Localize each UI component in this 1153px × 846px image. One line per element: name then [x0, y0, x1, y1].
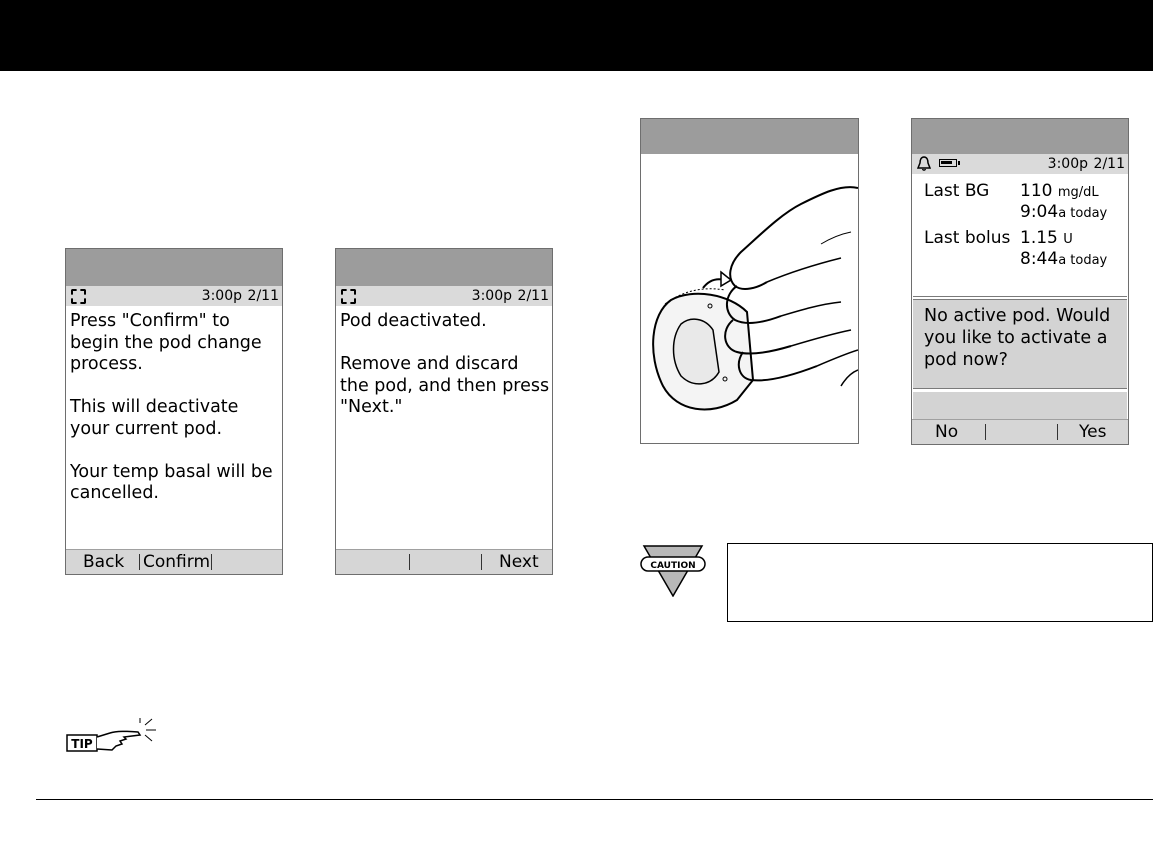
no-softkey[interactable]: No: [935, 422, 959, 442]
bell-icon: [917, 156, 931, 171]
last-bolus-time-line: [1020, 249, 1107, 269]
last-bg-time-suffix: a today: [1058, 206, 1108, 221]
last-bolus-value-line: [1020, 228, 1073, 248]
no-active-pod-message: No active pod. Would you like to activate a pod now?: [913, 299, 1127, 389]
status-bar: [66, 286, 282, 306]
confirm-softkey[interactable]: Confirm: [143, 552, 211, 572]
status-bar: [336, 286, 552, 306]
status-time: 3:00p: [201, 288, 242, 304]
screen-message: [340, 311, 550, 440]
last-bolus-time: 8:44: [1020, 249, 1059, 269]
footer-rule: [36, 799, 1153, 800]
softkey-divider: [1057, 424, 1058, 440]
pdm-screen-deactivated: [335, 248, 553, 575]
last-bolus-time-suffix: a today: [1058, 253, 1108, 268]
softkey-divider: [985, 424, 986, 440]
message-line: Remove and discard the pod, and then press "Next.": [340, 354, 550, 417]
softkey-divider: [481, 554, 482, 570]
caution-text-box: [727, 543, 1153, 622]
page-header-band: [0, 0, 1153, 71]
pdm-screen-home-no-pod: [911, 118, 1129, 445]
last-bg-value-line: [1020, 181, 1099, 201]
status-bar: [912, 154, 1128, 174]
status-date: 2/11: [517, 288, 549, 304]
status-date: 2/11: [247, 288, 279, 304]
screen-message: [70, 311, 280, 526]
back-softkey[interactable]: Back: [83, 552, 125, 572]
screen-title-bar: [66, 249, 282, 286]
caution-label: CAUTION: [650, 561, 696, 571]
pod-removal-illustration-panel: [640, 118, 859, 444]
softkey-bar: [336, 549, 552, 574]
pdm-screen-confirm: [65, 248, 283, 575]
message-line: Your temp basal will be cancelled.: [70, 461, 273, 503]
message-line: Press "Confirm" to begin the pod change process.: [70, 311, 262, 374]
message-line: This will deactivate your current pod.: [70, 397, 239, 439]
screen-title-bar: [336, 249, 552, 286]
last-bg-label: Last BG: [924, 181, 990, 201]
last-bg-time-line: [1020, 202, 1107, 222]
pod-icon: [341, 289, 356, 304]
hand-removing-pod-illustration: [641, 154, 858, 443]
tip-label: TIP: [71, 737, 93, 751]
softkey-bar: [912, 419, 1128, 444]
screen-title-bar: [912, 119, 1128, 154]
softkey-divider: [211, 554, 212, 570]
last-bg-time: 9:04: [1020, 202, 1059, 222]
battery-icon: [939, 159, 957, 167]
screen-title-bar: [641, 119, 858, 154]
status-date: 2/11: [1093, 156, 1125, 172]
empty-status-strip: [913, 392, 1127, 420]
next-softkey[interactable]: Next: [499, 552, 539, 572]
softkey-divider: [409, 554, 410, 570]
softkey-bar: [66, 549, 282, 574]
last-bolus-label: Last bolus: [924, 228, 1011, 248]
softkey-divider: [139, 554, 140, 570]
last-bolus-unit: U: [1063, 232, 1073, 247]
last-bolus-value: 1.15: [1020, 228, 1058, 248]
status-time: 3:00p: [1047, 156, 1088, 172]
caution-icon: [640, 545, 706, 597]
last-bg-unit: mg/dL: [1057, 185, 1099, 200]
last-readings-panel: [913, 178, 1127, 297]
yes-softkey[interactable]: Yes: [1079, 422, 1107, 442]
pod-icon: [71, 289, 86, 304]
last-bg-value: 110: [1020, 181, 1053, 201]
status-time: 3:00p: [471, 288, 512, 304]
tip-icon: [66, 718, 158, 754]
message-line: Pod deactivated.: [340, 311, 487, 331]
